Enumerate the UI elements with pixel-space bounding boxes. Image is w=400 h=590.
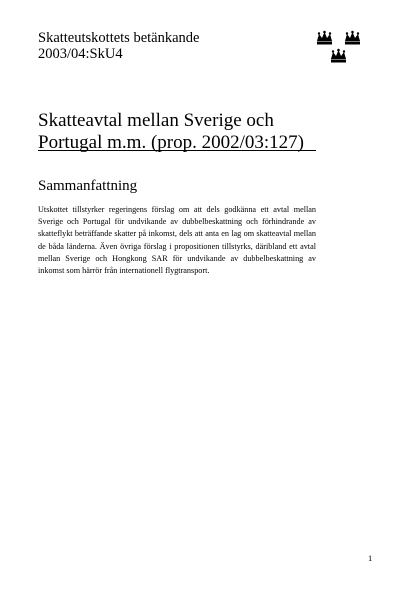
report-header [38,30,199,62]
report-number: 2003/04:SkU4 [38,46,123,62]
title-divider [38,150,316,151]
committee-report-label: Skatteutskottets betänkande [38,30,200,46]
section-heading: Sammanfattning [38,178,138,194]
three-crowns-icon [315,30,365,66]
report-title: Skatteavtal mellan Sverige och Portugal m.m. (prop. 2002/03:127) [38,110,304,153]
summary-paragraph: Utskottet tillstyrker regeringens förslag om att dels godkänna ett avtal mellan Sverige och Portugal för undvikande av dubbelbeskattning och förhindrande av skatteflykt beträffande skatter på inkomst, dels att anta en lag om skatteavtal mellan de båda länderna. Även övriga förslag i propositionen tillstyrks, däribland ett avtal mellan Sverige och Hongkong SAR för undvikande av dubbelbeskattning av inkomst som härrör från internationell flygtransport. [38,205,316,276]
page-number: 1 [368,553,373,563]
